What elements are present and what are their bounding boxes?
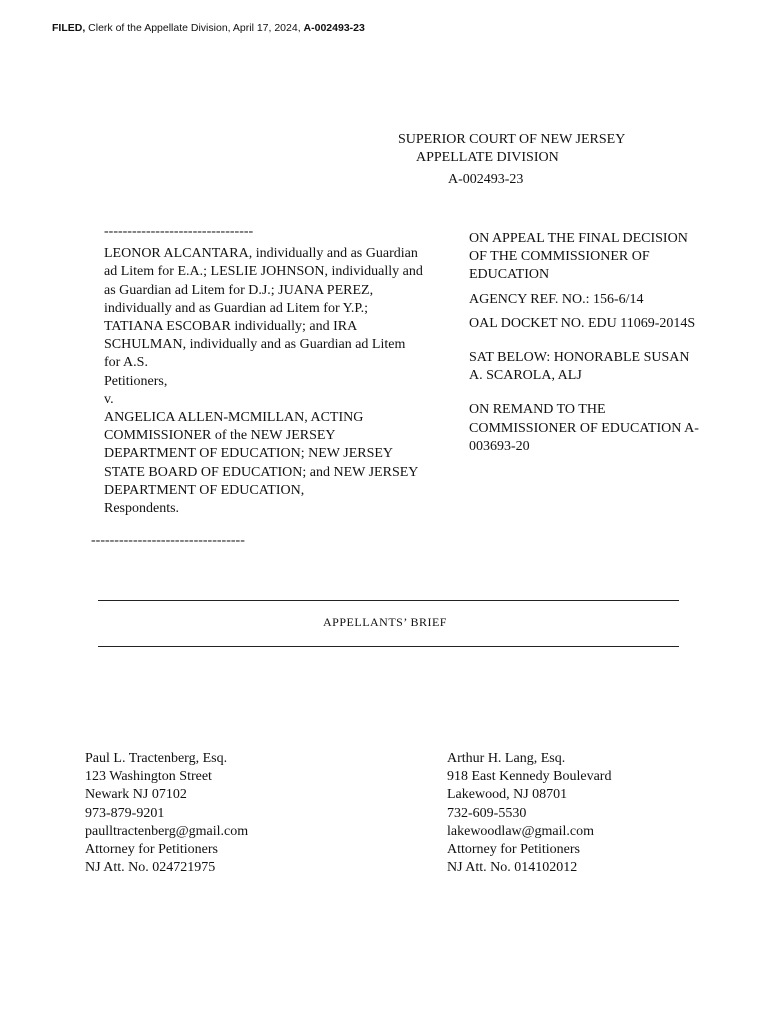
petitioners-names: LEONOR ALCANTARA, individually and as Guardian ad Litem for E.A.; LESLIE JOHNSON, individually and as Guardian ad Litem for D.J.; JUANA PEREZ, individually and as Guardian ad Litem for Y.P.; TATIANA ESCOBAR individually; and IRA SCHULMAN, individually and as Guardian ad Litem for A.S. — [104, 246, 423, 371]
oal-docket: OAL DOCKET NO. EDU 11069-2014S — [469, 315, 696, 331]
court-division: APPELLATE DIVISION — [416, 150, 559, 165]
attorney-name: Paul L. Tractenberg, Esq. — [85, 751, 228, 766]
caption-top-dashes: -------------------------------- — [104, 224, 254, 239]
attorney-street: 918 East Kennedy Boulevard — [447, 769, 612, 785]
agency-ref: AGENCY REF. NO.: 156-6/14 — [469, 291, 644, 307]
docket-number: A-002493-23 — [448, 172, 524, 187]
attorney-email: paulltractenberg@gmail.com — [85, 823, 249, 839]
court-name: SUPERIOR COURT OF NEW JERSEY — [398, 132, 626, 147]
brief-title: APPELLANTS’ BRIEF — [323, 615, 447, 629]
attorney-role: Attorney for Petitioners — [447, 842, 580, 858]
attorney-block-1 — [85, 750, 248, 877]
on-appeal-text: ON APPEAL THE FINAL DECISION OF THE COMMISSIONER OF EDUCATION — [469, 231, 688, 283]
petitioners-label: Petitioners, — [104, 373, 168, 389]
clerk-text: Clerk of the Appellate Division, April 17, 2024, — [85, 22, 304, 34]
attorney-phone: 973-879-9201 — [85, 805, 165, 821]
attorney-street: 123 Washington Street — [85, 769, 212, 785]
attorney-bar-no: NJ Att. No. 024721975 — [85, 860, 216, 876]
respondents-names: ANGELICA ALLEN-MCMILLAN, ACTING COMMISSIONER of the NEW JERSEY DEPARTMENT OF EDUCATION; NEW JERSEY STATE BOARD OF EDUCATION; and NEW JERSEY DEPARTMENT OF EDUCATION, — [104, 410, 418, 498]
attorney-bar-no: NJ Att. No. 014102012 — [447, 860, 578, 876]
attorney-city: Lakewood, NJ 08701 — [447, 787, 568, 803]
respondents-label: Respondents. — [104, 501, 180, 517]
stamp-docket: A-002493-23 — [303, 22, 365, 34]
attorney-phone: 732-609-5530 — [447, 805, 527, 821]
court-header — [398, 131, 625, 189]
attorney-city: Newark NJ 07102 — [85, 787, 187, 803]
on-remand: ON REMAND TO THE COMMISSIONER OF EDUCATION A-003693-20 — [469, 402, 699, 454]
sat-below: SAT BELOW: HONORABLE SUSAN A. SCAROLA, ALJ — [469, 350, 690, 384]
attorney-email: lakewoodlaw@gmail.com — [447, 823, 595, 839]
filing-stamp — [52, 22, 365, 34]
appeal-info — [469, 230, 699, 456]
versus-label: v. — [104, 391, 114, 407]
title-rule-top — [98, 600, 679, 601]
attorney-block-2 — [447, 750, 611, 877]
case-caption — [104, 223, 424, 518]
caption-bottom-dashes: --------------------------------- — [91, 533, 245, 548]
attorney-role: Attorney for Petitioners — [85, 842, 218, 858]
attorney-name: Arthur H. Lang, Esq. — [447, 751, 566, 766]
filed-label: FILED, — [52, 22, 86, 34]
title-rule-bottom — [98, 646, 679, 647]
